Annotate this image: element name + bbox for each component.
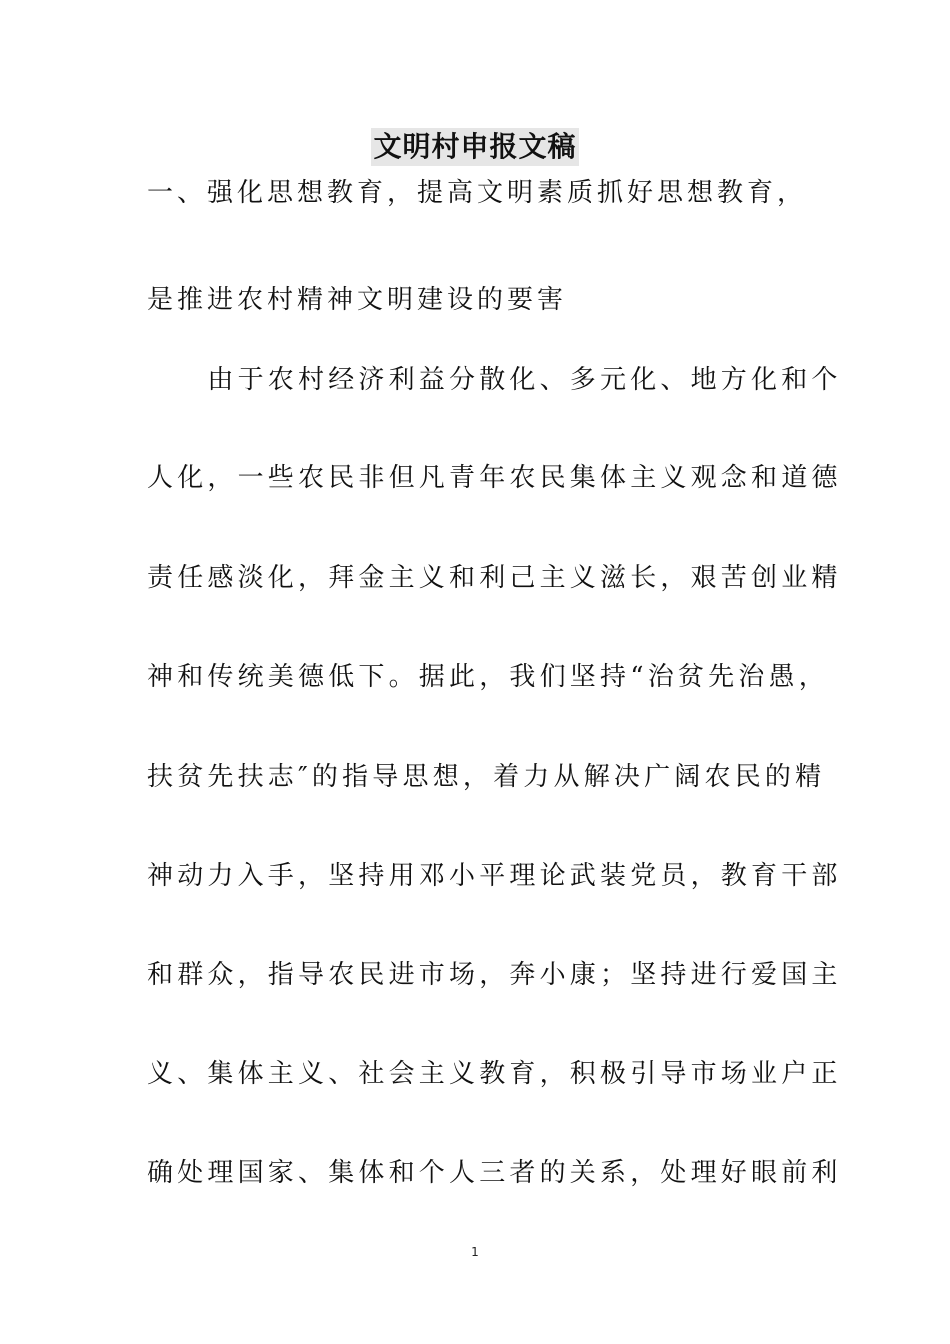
body-line-1: 由于农村经济利益分散化、多元化、地方化和个 — [147, 365, 842, 395]
page-number: 1 — [471, 1245, 479, 1259]
body-line-2: 人化，一些农民非但凡青年农民集体主义观念和道德 — [147, 463, 842, 493]
body-line-7: 和群众，指导农民进市场，奔小康；坚持进行爱国主 — [147, 960, 842, 990]
body-line-6: 神动力入手，坚持用邓小平理论武装党员，教育干部 — [147, 861, 842, 891]
section-heading-line-2: 是推进农村精神文明建设的要害 — [147, 285, 568, 315]
title-wrapper — [0, 128, 950, 166]
section-heading-line-1: 一、强化思想教育，提高文明素质抓好思想教育， — [147, 178, 808, 208]
body-line-3: 责任感淡化，拜金主义和利己主义滋长，艰苦创业精 — [147, 563, 842, 593]
body-line-9: 确处理国家、集体和个人三者的关系，处理好眼前利 — [147, 1158, 842, 1188]
body-line-4: 神和传统美德低下。据此，我们坚持“治贫先治愚， — [147, 662, 829, 692]
document-title: 文明村申报文稿 — [371, 128, 578, 166]
body-line-8: 义、集体主义、社会主义教育，积极引导市场业户正 — [147, 1059, 842, 1089]
body-line-5: 扶贫先扶志″的指导思想，着力从解决广阔农民的精 — [147, 762, 826, 792]
